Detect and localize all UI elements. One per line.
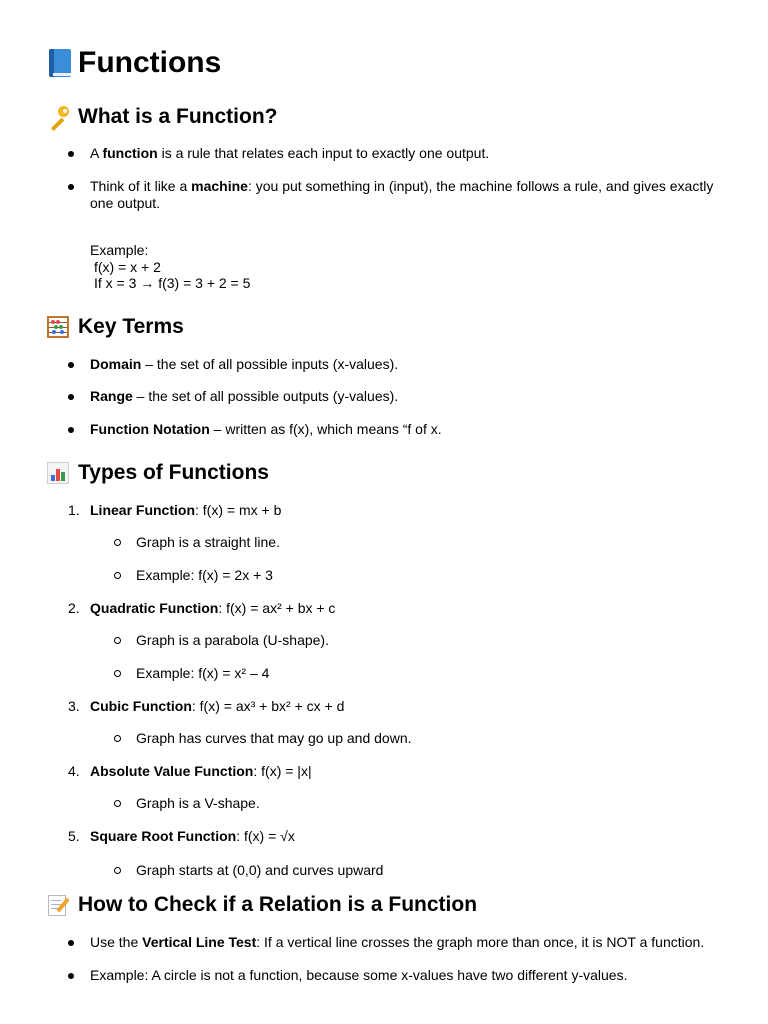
blue-book-icon xyxy=(46,47,72,79)
section-heading-what-is-function xyxy=(46,104,278,130)
list-item: Function Notation – written as f(x), which means “f of x. xyxy=(90,421,730,438)
list-item: Domain – the set of all possible inputs (x-values). xyxy=(90,356,730,373)
page-title-text: Functions xyxy=(78,46,222,79)
sub-list-item: Graph is a parabola (U-shape). xyxy=(136,632,329,649)
bullet-dot xyxy=(68,973,74,979)
numbered-item: 1. Linear Function: f(x) = mx + b xyxy=(68,502,282,518)
abacus-icon xyxy=(46,315,70,339)
list-item: A function is a rule that relates each input to exactly one output. xyxy=(90,145,730,162)
section-heading-text: Key Terms xyxy=(78,315,184,338)
example-block xyxy=(90,242,250,292)
sub-list-item: Graph starts at (0,0) and curves upward xyxy=(136,862,383,879)
section-heading-text: What is a Function? xyxy=(78,105,278,128)
numbered-item: 2. Quadratic Function: f(x) = ax² + bx + c xyxy=(68,600,336,616)
list-item: Example: A circle is not a function, because some x-values have two different y-values. xyxy=(90,967,730,984)
page-title xyxy=(46,44,221,82)
sub-list-item: Example: f(x) = x² – 4 xyxy=(136,665,269,682)
sub-bullet xyxy=(114,800,121,807)
section-heading-text: Types of Functions xyxy=(78,461,269,484)
list-item: Use the Vertical Line Test: If a vertical line crosses the graph more than once, it is NOT a function. xyxy=(90,934,730,951)
example-line: f(x) = x + 2 xyxy=(94,258,161,275)
sub-bullet xyxy=(114,867,121,874)
bullet-dot xyxy=(68,151,74,157)
bullet-dot xyxy=(68,394,74,400)
sub-list-item: Graph is a V-shape. xyxy=(136,795,260,812)
sub-list-item: Graph is a straight line. xyxy=(136,534,280,551)
sub-bullet xyxy=(114,637,121,644)
numbered-item: 4. Absolute Value Function: f(x) = |x| xyxy=(68,763,312,779)
list-item: Think of it like a machine: you put something in (input), the machine follows a rule, and gives exactly one output. xyxy=(90,178,730,212)
sub-bullet xyxy=(114,572,121,579)
section-heading-key-terms xyxy=(46,314,184,340)
bullet-dot xyxy=(68,940,74,946)
bar-chart-icon xyxy=(46,461,70,485)
sub-bullet xyxy=(114,735,121,742)
sub-bullet xyxy=(114,670,121,677)
numbered-item: 5. Square Root Function: f(x) = √x xyxy=(68,828,295,844)
key-icon xyxy=(46,105,70,129)
bullet-dot xyxy=(68,362,74,368)
bullet-dot xyxy=(68,184,74,190)
sub-list-item: Graph has curves that may go up and down. xyxy=(136,730,412,747)
bullet-dot xyxy=(68,427,74,433)
sub-list-item: Example: f(x) = 2x + 3 xyxy=(136,567,273,584)
section-heading-types xyxy=(46,460,269,486)
example-line: If x = 3 → f(3) = 3 + 2 = 5 xyxy=(94,275,251,291)
numbered-item: 3. Cubic Function: f(x) = ax³ + bx² + cx + d xyxy=(68,698,345,714)
example-label: Example: xyxy=(90,242,149,258)
sub-bullet xyxy=(114,539,121,546)
memo-icon xyxy=(46,893,70,917)
section-heading-check-relation xyxy=(46,892,477,918)
list-item: Range – the set of all possible outputs (y-values). xyxy=(90,388,730,405)
section-heading-text: How to Check if a Relation is a Function xyxy=(78,893,478,916)
